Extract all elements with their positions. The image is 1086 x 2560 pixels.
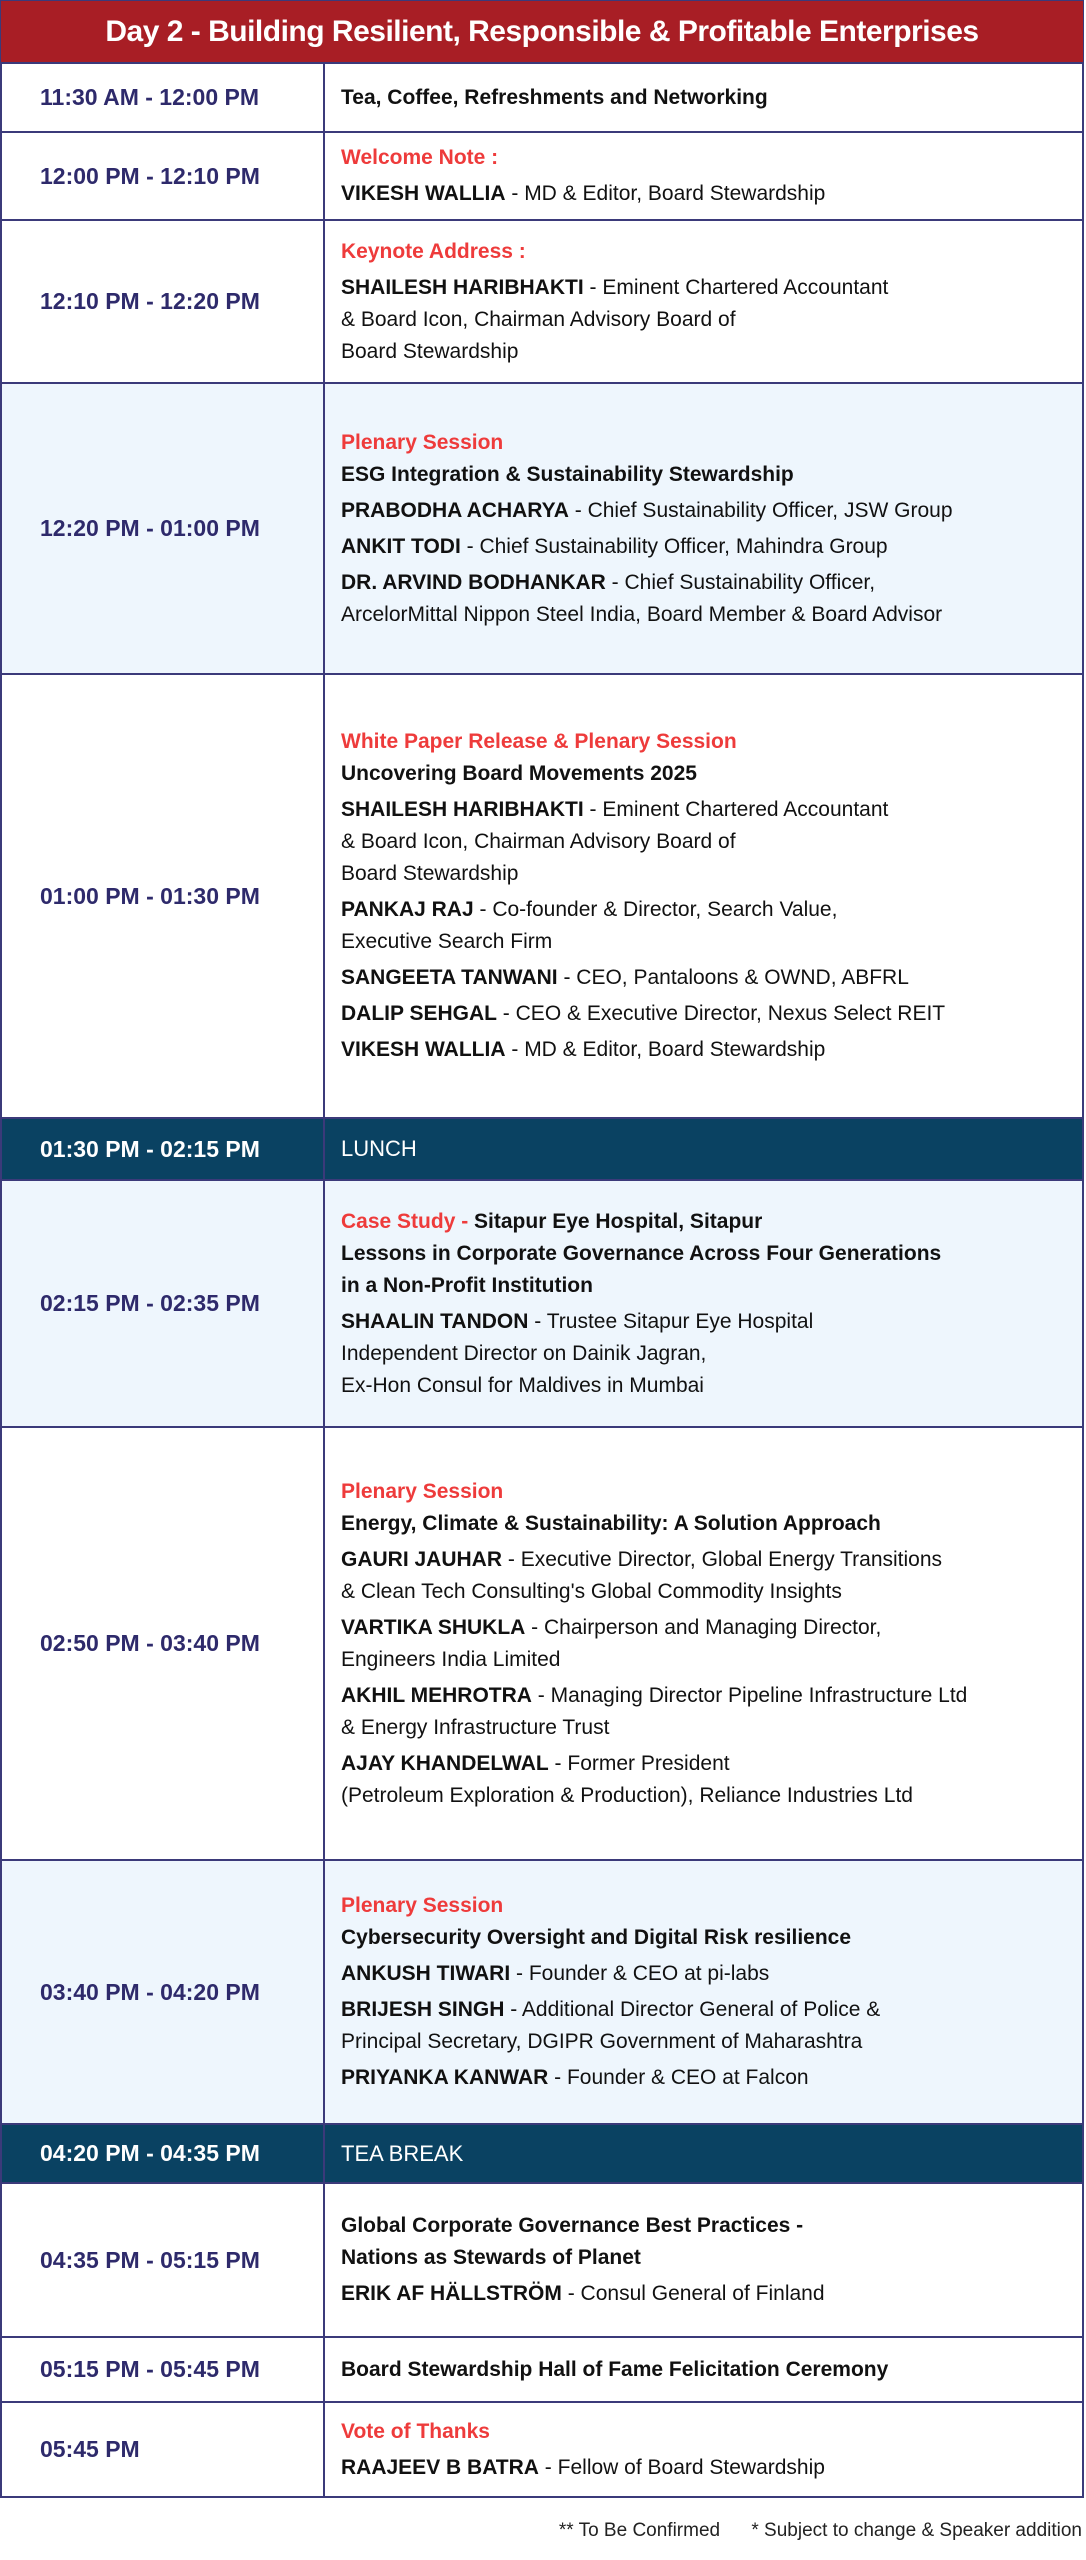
- speaker-role: Former President: [567, 1751, 730, 1775]
- session-details: [325, 2338, 1082, 2401]
- speaker-line: VIKESH WALLIA - MD & Editor, Board Stewardship: [341, 1038, 826, 1061]
- time-slot: 01:30 PM - 02:15 PM: [2, 1119, 325, 1179]
- agenda-row: [2, 221, 1082, 384]
- speaker-name: PRIYANKA KANWAR: [341, 2066, 549, 2089]
- speaker-name: GAURI JAUHAR: [341, 1547, 503, 1571]
- speaker-name: BRIJESH SINGH: [341, 1998, 505, 2021]
- session-details: [325, 1119, 1082, 1179]
- session-details: [325, 675, 1082, 1117]
- speaker-role: MD & Editor, Board Stewardship: [524, 182, 826, 205]
- speaker-role: CEO, Pantaloons & OWND, ABFRL: [576, 966, 909, 989]
- speaker-line: SHAALIN TANDON - Trustee Sitapur Eye Hospital: [341, 1309, 814, 1333]
- session-title: Nations as Stewards of Planet: [341, 2246, 641, 2269]
- speaker-role: Managing Director Pipeline Infrastructure Ltd: [550, 1683, 968, 1707]
- speaker-role: Independent Director on Dainik Jagran,: [341, 1341, 707, 1365]
- break-label: LUNCH: [341, 1136, 417, 1161]
- speaker-role: CEO & Executive Director, Nexus Select REIT: [515, 1002, 946, 1025]
- speaker-role: Fellow of Board Stewardship: [557, 2455, 825, 2479]
- speaker-name: ANKIT TODI: [341, 534, 461, 558]
- speaker-role: Ex-Hon Consul for Maldives in Mumbai: [341, 1373, 704, 1397]
- session-details: [325, 64, 1082, 131]
- session-title: Energy, Climate & Sustainability: A Solution Approach: [341, 1511, 881, 1535]
- speaker-name: AJAY KHANDELWAL: [341, 1751, 549, 1775]
- speaker-role: Executive Director, Global Energy Transitions: [520, 1547, 943, 1571]
- speaker: [341, 2062, 1082, 2094]
- speaker-line: VARTIKA SHUKLA - Chairperson and Managing Director,: [341, 1615, 882, 1639]
- session-title: Uncovering Board Movements 2025: [341, 762, 697, 785]
- speaker-name: VIKESH WALLIA: [341, 182, 506, 205]
- speaker-line: RAAJEEV B BATRA - Fellow of Board Stewardship: [341, 2455, 825, 2479]
- speaker-role: & Board Icon, Chairman Advisory Board of: [341, 830, 736, 853]
- session-label: Vote of Thanks: [341, 2419, 490, 2443]
- speaker-name: ANKUSH TIWARI: [341, 1962, 511, 1985]
- footnote-subject-to-change: * Subject to change & Speaker addition: [751, 2520, 1082, 2541]
- session-details: [325, 221, 1082, 382]
- speaker-line: DALIP SEHGAL - CEO & Executive Director, Nexus Select REIT: [341, 1002, 946, 1025]
- session-details: [325, 384, 1082, 673]
- speaker: [341, 567, 1082, 631]
- footnote-tbc: ** To Be Confirmed: [558, 2520, 721, 2541]
- agenda-row: [2, 1861, 1082, 2125]
- speaker-role: Consul General of Finland: [580, 2282, 825, 2305]
- speaker-line: ANKIT TODI - Chief Sustainability Officer, Mahindra Group: [341, 534, 888, 558]
- speaker-name: SHAILESH HARIBHAKTI: [341, 798, 584, 821]
- page-title: Day 2 - Building Resilient, Responsible & Profitable Enterprises: [0, 0, 1084, 64]
- time-slot: 11:30 AM - 12:00 PM: [2, 64, 325, 131]
- speaker-role: Additional Director General of Police &: [521, 1998, 881, 2021]
- speaker-role: (Petroleum Exploration & Production), Reliance Industries Ltd: [341, 1783, 913, 1807]
- speaker: [341, 998, 1082, 1030]
- speaker-line: DR. ARVIND BODHANKAR - Chief Sustainability Officer,: [341, 570, 876, 594]
- speaker: [341, 1544, 1082, 1608]
- session-heading: [341, 1206, 1082, 1238]
- break-row: [2, 1119, 1082, 1181]
- agenda-row: [2, 2338, 1082, 2403]
- time-slot: 05:15 PM - 05:45 PM: [2, 2338, 325, 2401]
- speaker: [341, 2278, 1082, 2310]
- session-title: Lessons in Corporate Governance Across Four Generations: [341, 1241, 942, 1265]
- break-row: [2, 2125, 1082, 2184]
- speaker-role: Engineers India Limited: [341, 1647, 561, 1671]
- speaker-line: VIKESH WALLIA - MD & Editor, Board Stewardship: [341, 182, 826, 205]
- session-title: Tea, Coffee, Refreshments and Networking: [341, 85, 768, 109]
- speaker-role: & Board Icon, Chairman Advisory Board of: [341, 307, 736, 331]
- speaker-role: Chief Sustainability Officer, JSW Group: [587, 498, 953, 522]
- agenda-row: [2, 133, 1082, 221]
- break-label: TEA BREAK: [341, 2140, 464, 2166]
- agenda-row: [2, 384, 1082, 675]
- speaker-line: SHAILESH HARIBHAKTI - Eminent Chartered Accountant: [341, 275, 889, 299]
- session-title: in a Non-Profit Institution: [341, 1273, 593, 1297]
- speaker: [341, 178, 1082, 210]
- session-label: Plenary Session: [341, 1894, 504, 1917]
- session-title: Cybersecurity Oversight and Digital Risk resilience: [341, 1926, 852, 1949]
- speaker-line: GAURI JAUHAR - Executive Director, Global Energy Transitions: [341, 1547, 943, 1571]
- speaker-line: SHAILESH HARIBHAKTI - Eminent Chartered Accountant: [341, 798, 889, 821]
- speaker-role: Trustee Sitapur Eye Hospital: [546, 1309, 814, 1333]
- session-title: ESG Integration & Sustainability Stewardship: [341, 462, 794, 486]
- speaker-role: Chairperson and Managing Director,: [544, 1615, 882, 1639]
- speaker-role: Eminent Chartered Accountant: [602, 275, 889, 299]
- speaker-name: AKHIL MEHROTRA: [341, 1683, 532, 1707]
- agenda-row: [2, 2403, 1082, 2498]
- speaker: [341, 1306, 1082, 1402]
- time-slot: 12:10 PM - 12:20 PM: [2, 221, 325, 382]
- session-details: [325, 2125, 1082, 2182]
- session-details: [325, 2184, 1082, 2336]
- session-details: [325, 1181, 1082, 1426]
- session-details: [325, 1861, 1082, 2123]
- session-details: [325, 1428, 1082, 1859]
- time-slot: 01:00 PM - 01:30 PM: [2, 675, 325, 1117]
- speaker-role: Board Stewardship: [341, 339, 519, 363]
- session-details: [325, 133, 1082, 219]
- agenda-table: [0, 64, 1084, 2498]
- speaker: [341, 1680, 1082, 1744]
- speaker: [341, 1748, 1082, 1812]
- speaker-role: Chief Sustainability Officer, Mahindra Group: [479, 534, 888, 558]
- speaker-name: SHAILESH HARIBHAKTI: [341, 275, 584, 299]
- speaker-name: VIKESH WALLIA: [341, 1038, 506, 1061]
- speaker-line: ERIK AF HÄLLSTRÖM - Consul General of Finland: [341, 2282, 825, 2305]
- speaker-role: Eminent Chartered Accountant: [602, 798, 889, 821]
- speaker-role: ArcelorMittal Nippon Steel India, Board Member & Board Advisor: [341, 602, 943, 626]
- speaker-name: DR. ARVIND BODHANKAR: [341, 570, 606, 594]
- speaker-line: SANGEETA TANWANI - CEO, Pantaloons & OWND, ABFRL: [341, 966, 909, 989]
- speaker-name: RAAJEEV B BATRA: [341, 2455, 539, 2479]
- speaker-role: Founder & CEO at Falcon: [566, 2066, 809, 2089]
- speaker: [341, 1034, 1082, 1066]
- speaker-role: MD & Editor, Board Stewardship: [524, 1038, 826, 1061]
- speaker: [341, 272, 1082, 368]
- speaker-line: AKHIL MEHROTRA - Managing Director Pipeline Infrastructure Ltd: [341, 1683, 968, 1707]
- session-details: [325, 2403, 1082, 2496]
- speaker-line: PANKAJ RAJ - Co-founder & Director, Search Value,: [341, 898, 838, 921]
- speaker-role: & Clean Tech Consulting's Global Commodity Insights: [341, 1579, 842, 1603]
- speaker-name: PRABODHA ACHARYA: [341, 498, 569, 522]
- session-label: White Paper Release & Plenary Session: [341, 730, 737, 753]
- speaker-role: Executive Search Firm: [341, 930, 553, 953]
- speaker-role: Principal Secretary, DGIPR Government of Maharashtra: [341, 2030, 863, 2053]
- speaker: [341, 495, 1082, 527]
- speaker-name: DALIP SEHGAL: [341, 1002, 497, 1025]
- session-label: Keynote Address :: [341, 239, 526, 263]
- session-title: Global Corporate Governance Best Practices -: [341, 2214, 804, 2237]
- speaker-role: & Energy Infrastructure Trust: [341, 1715, 610, 1739]
- agenda-row: [2, 1428, 1082, 1861]
- speaker-role: Chief Sustainability Officer,: [624, 570, 876, 594]
- speaker-name: VARTIKA SHUKLA: [341, 1615, 526, 1639]
- speaker-role: Founder & CEO at pi-labs: [528, 1962, 770, 1985]
- agenda-row: [2, 64, 1082, 133]
- time-slot: 02:50 PM - 03:40 PM: [2, 1428, 325, 1859]
- time-slot: 04:20 PM - 04:35 PM: [2, 2125, 325, 2182]
- speaker-role: Board Stewardship: [341, 862, 519, 885]
- speaker-name: ERIK AF HÄLLSTRÖM: [341, 2282, 562, 2305]
- speaker: [341, 1612, 1082, 1676]
- speaker: [341, 794, 1082, 890]
- session-label: Plenary Session: [341, 430, 504, 454]
- speaker: [341, 962, 1082, 994]
- speaker-name: SHAALIN TANDON: [341, 1309, 529, 1333]
- time-slot: 12:20 PM - 01:00 PM: [2, 384, 325, 673]
- footer-notes: [533, 2520, 1082, 2542]
- speaker: [341, 1994, 1082, 2058]
- speaker: [341, 894, 1082, 958]
- time-slot: 04:35 PM - 05:15 PM: [2, 2184, 325, 2336]
- agenda-row: [2, 1181, 1082, 1428]
- time-slot: 02:15 PM - 02:35 PM: [2, 1181, 325, 1426]
- speaker-line: PRIYANKA KANWAR - Founder & CEO at Falcon: [341, 2066, 809, 2089]
- session-label: Welcome Note :: [341, 146, 499, 169]
- session-label: Case Study -: [341, 1209, 475, 1233]
- speaker-role: Co-founder & Director, Search Value,: [492, 898, 838, 921]
- speaker: [341, 531, 1082, 563]
- session-title: Sitapur Eye Hospital, Sitapur: [474, 1209, 763, 1233]
- speaker-name: PANKAJ RAJ: [341, 898, 474, 921]
- speaker: [341, 2452, 1082, 2484]
- session-title: Board Stewardship Hall of Fame Felicitation Ceremony: [341, 2357, 889, 2381]
- time-slot: 05:45 PM: [2, 2403, 325, 2496]
- session-label: Plenary Session: [341, 1479, 504, 1503]
- speaker-line: ANKUSH TIWARI - Founder & CEO at pi-labs: [341, 1962, 770, 1985]
- speaker-line: BRIJESH SINGH - Additional Director General of Police &: [341, 1998, 881, 2021]
- speaker-name: SANGEETA TANWANI: [341, 966, 558, 989]
- time-slot: 12:00 PM - 12:10 PM: [2, 133, 325, 219]
- speaker-line: AJAY KHANDELWAL - Former President: [341, 1751, 730, 1775]
- speaker-line: PRABODHA ACHARYA - Chief Sustainability Officer, JSW Group: [341, 498, 953, 522]
- agenda-row: [2, 675, 1082, 1119]
- speaker: [341, 1958, 1082, 1990]
- time-slot: 03:40 PM - 04:20 PM: [2, 1861, 325, 2123]
- agenda-row: [2, 2184, 1082, 2338]
